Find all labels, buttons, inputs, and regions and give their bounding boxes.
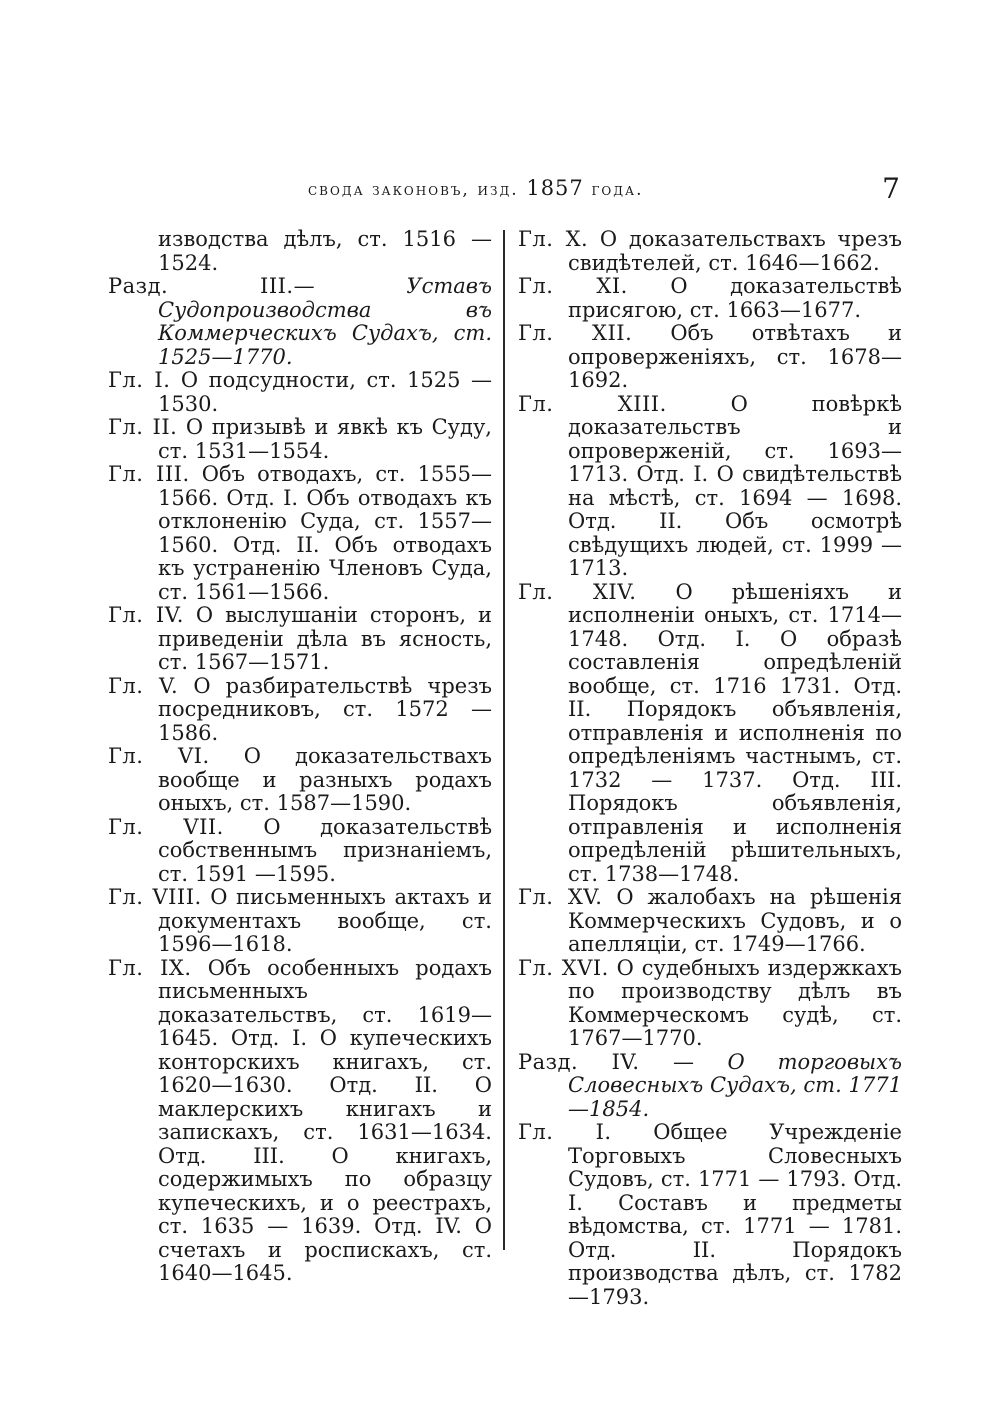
entry-text: О доказательствахъ чрезъ свидѣтелей, ст. 1646—1662. — [568, 227, 902, 275]
entry-label: Гл. XI. — [518, 274, 628, 298]
toc-entry — [518, 957, 902, 1051]
toc-entry — [518, 1121, 902, 1309]
toc-entry — [108, 886, 492, 957]
toc-entry — [518, 581, 902, 887]
page-number: 7 — [882, 172, 900, 205]
entry-label: Гл. IX. — [108, 955, 192, 980]
entry-text: О подсудности, ст. 1525 — 1530. — [158, 368, 492, 416]
entry-label: Гл. V. — [108, 673, 179, 698]
entry-label: Гл. III. — [108, 462, 190, 486]
running-header — [108, 172, 900, 208]
entry-label: Гл. XVI. — [518, 955, 609, 980]
entry-text: Объ отвѣтахъ и опроверженіяхъ, ст. 1678—1692. — [568, 321, 902, 392]
running-title-right: года. — [591, 180, 644, 200]
entry-label: Разд. III.— — [108, 274, 316, 298]
column-divider — [503, 230, 505, 1250]
entry-text: О выслушаніи сторонъ, и приведеніи дѣла въ ясность, ст. 1567—1571. — [158, 603, 492, 674]
toc-entry — [108, 275, 492, 369]
right-column — [518, 228, 902, 1309]
entry-text: О доказательствѣ собственнымъ признаніемъ, ст. 1591 —1595. — [158, 814, 492, 886]
entry-label: Гл. IV. — [108, 603, 184, 627]
entry-text: Объ особенныхъ родахъ письменныхъ доказательствъ, ст. 1619—1645. Отд. I. О купеческихъ конторскихъ книгахъ, ст. 1620—1630. Отд. II. О маклерскихъ книгахъ и запискахъ, ст. 1631—1634. Отд. III. О книгахъ, содержимыхъ по образцу купеческихъ, и о реестрахъ, ст. 1635 — 1639. Отд. IV. О счетахъ и роспискахъ, ст. 1640—1645. — [158, 955, 492, 1285]
running-title-mid: изд. — [477, 180, 519, 200]
toc-entry — [108, 463, 492, 604]
running-title — [308, 176, 644, 200]
entry-text: изводства дѣлъ, ст. 1516 — 1524. — [158, 227, 492, 275]
entry-text: О доказательствахъ вообще и разныхъ родахъ оныхъ, ст. 1587—1590. — [158, 744, 492, 815]
left-column — [108, 228, 492, 1286]
running-title-year: 1857 — [526, 176, 584, 200]
entry-text: О разбирательствѣ чрезъ посредниковъ, ст. 1572 — 1586. — [158, 673, 493, 745]
entry-text: О письменныхъ актахъ и документахъ вообще, ст. 1596—1618. — [158, 885, 492, 956]
toc-entry — [518, 228, 902, 275]
running-title-left: свода законовъ, — [308, 180, 470, 200]
entry-text: О призывѣ и явкѣ къ Суду, ст. 1531—1554. — [158, 415, 492, 463]
entry-label: Гл. XIV. — [518, 579, 637, 604]
entry-text: О повѣркѣ доказательствъ и опроверженій, ст. 1693—1713. Отд. I. О свидѣтельствѣ на мѣстѣ, ст. 1694 — 1698. Отд. II. Объ осмотрѣ свѣдущихъ людей, ст. 1999 — 1713. — [568, 391, 902, 580]
entry-label: Гл. XIII. — [518, 391, 667, 416]
entry-label: Гл. I. — [108, 368, 171, 392]
toc-entry — [108, 816, 492, 887]
toc-entry — [108, 745, 492, 816]
entry-label: Разд. IV. — — [518, 1049, 695, 1074]
entry-text: Уставъ Судопроизводства въ Коммерческихъ Судахъ, ст. 1525—1770. — [158, 274, 492, 369]
entry-label: Гл. I. — [518, 1120, 612, 1144]
toc-entry — [518, 393, 902, 581]
entry-label: Гл. XV. — [518, 885, 603, 909]
toc-entry — [108, 957, 492, 1286]
entry-text: О рѣшеніяхъ и исполненіи оныхъ, ст. 1714—1748. Отд. I. О образѣ составленія опредѣленій вообще, ст. 1716 1731. Отд. II. Порядокъ объявленія, отправленія и исполненія по опредѣленіямъ частнымъ, ст. 1732 — 1737. Отд. III. Порядокъ объявленія, отправленія и исполненія опредѣленій рѣшительныхъ, ст. 1738—1748. — [568, 579, 902, 886]
entry-label: Гл. II. — [108, 415, 178, 439]
entry-label: Гл. VIII. — [108, 885, 202, 909]
entry-text: Объ отводахъ, ст. 1555—1566. Отд. I. Объ отводахъ къ отклоненію Суда, ст. 1557—1560. Отд. II. Объ отводахъ къ устраненію Членовъ Суда, ст. 1561—1566. — [158, 462, 492, 604]
toc-entry — [108, 604, 492, 675]
entry-text: О жалобахъ на рѣшенія Коммерческихъ Судовъ, и о апелляціи, ст. 1749—1766. — [568, 885, 903, 956]
entry-text: О судебныхъ издержкахъ по производству дѣлъ въ Коммерческомъ судѣ, ст. 1767—1770. — [568, 955, 902, 1050]
toc-entry — [108, 228, 492, 275]
toc-entry — [518, 275, 902, 322]
entry-label: Гл. VI. — [108, 744, 210, 768]
toc-entry — [518, 886, 902, 957]
toc-entry — [108, 675, 492, 746]
entry-label: Гл. XII. — [518, 321, 633, 345]
toc-entry — [108, 416, 492, 463]
toc-entry — [518, 322, 902, 393]
toc-entry — [108, 369, 492, 416]
entry-text: О торговыхъ Словесныхъ Судахъ, ст. 1771—1854. — [568, 1049, 902, 1121]
entry-text: Общее Учрежденіе Торговыхъ Словесныхъ Судовъ, ст. 1771 — 1793. Отд. I. Составъ и предметы вѣдомства, ст. 1771 — 1781. Отд. II. Порядокъ производства дѣлъ, ст. 1782—1793. — [568, 1120, 902, 1309]
entry-label: Гл. VII. — [108, 814, 224, 839]
toc-entry — [518, 1051, 902, 1122]
entry-label: Гл. X. — [518, 227, 589, 251]
entry-text: О доказательствѣ присягою, ст. 1663—1677. — [568, 274, 902, 322]
